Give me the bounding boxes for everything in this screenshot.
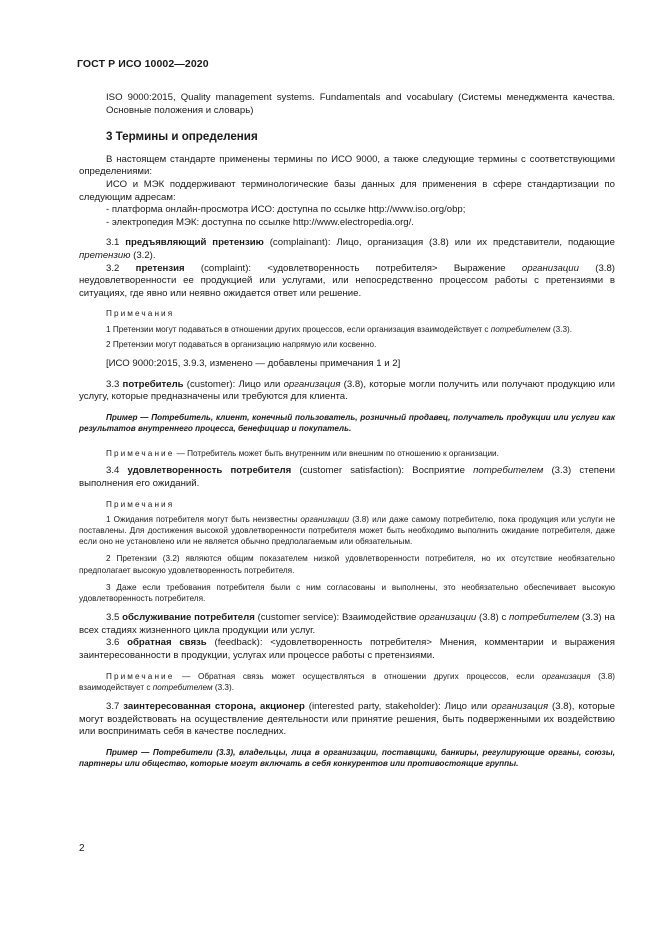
term-3-2: 3.2 претензия (complaint): <удовлетворенность потребителя> Выражение организации (3.8) неудовлетворенности ее продукцией или услугами, или непосредственно процессом работы с претензиями в ситуациях, где явно или неявно ожидается ответ или решение.: [79, 262, 615, 299]
iso-iec-databases: ИСО и МЭК поддерживают терминологические базы данных для применения в сфере стандартизации по следующим адресам:: [79, 178, 615, 203]
note-3-6: Примечание — Обратная связь может осуществляться в отношении других процессов, если организация (3.8) взаимодействует с потребителем (3.3).: [79, 671, 615, 692]
note-3-3: Примечание — Потребитель может быть внутренним или внешним по отношению к организации.: [106, 449, 499, 459]
note-3-4-3: 3 Даже если требования потребителя были с ним согласованы и выполнены, это необязательно обеспечивает высокую удовлетворенность потребителя.: [79, 582, 615, 603]
term-name: предъявляющий претензию: [125, 237, 264, 249]
term-number: 3.7: [106, 700, 120, 712]
term-3-3: 3.3 потребитель (customer): Лицо или организация (3.8), которые могли получить или получают продукцию или услугу, которые предназначены или требуются для клиента.: [79, 378, 615, 403]
bullet-iso-obp: - платформа онлайн-просмотра ИСО: доступна по ссылке http://www.iso.org/obp;: [106, 204, 466, 216]
term-name: обслуживание потребителя: [122, 612, 255, 624]
term-number: 3.3: [106, 378, 120, 390]
term-name: претензия: [135, 262, 185, 274]
term-name: заинтересованная сторона, акционер: [123, 700, 305, 712]
term-number: 3.6: [106, 637, 120, 649]
note-3-4-1: 1 Ожидания потребителя могут быть неизвестны организации (3.8) или даже самому потребителю, пока продукция или услуги не поставлены. Для достижения высокой удовлетворенности потребителя может быть необходимо выполнить ожидание потребителя, даже если оно не установлено или не является обычно предполагаемым или обязательным.: [79, 514, 615, 547]
example-3-3: Пример — Потребитель, клиент, конечный пользователь, розничный продавец, получатель продукции или услуги как результатов внутреннего процесса, бенефициар и покупатель.: [79, 412, 615, 433]
term-3-7: 3.7 заинтересованная сторона, акционер (interested party, stakeholder): Лицо или организация (3.8), которые могут воздействовать на осуществление деятельности или принятие решения, быть подверженными их воздействию или воспринимать себя в качестве последних.: [79, 700, 615, 738]
document-body: [79, 92, 615, 769]
reference-iso9000: ISO 9000:2015, Quality management systems. Fundamentals and vocabulary (Системы менеджмента качества. Основные положения и словарь): [106, 92, 615, 116]
term-name: удовлетворенность потребителя: [127, 465, 292, 477]
note-3-2-2: 2 Претензии могут подаваться в организацию напрямую или косвенно.: [106, 339, 377, 349]
notes-label-3-4: Примечания: [106, 499, 175, 509]
section-intro: В настоящем стандарте применены термины по ИСО 9000, а также следующие термины с соответствующими определениями:: [79, 153, 615, 178]
term-number: 3.2: [106, 262, 120, 274]
term-number: 3.1: [106, 237, 120, 249]
page-number: 2: [79, 843, 85, 854]
source-3-2: [ИСО 9000:2015, 3.9.3, изменено — добавлены примечания 1 и 2]: [106, 357, 401, 369]
term-3-1: 3.1 предъявляющий претензию (complainant): Лицо, организация (3.8) или их представители, подающие претензию (3.2).: [79, 237, 615, 261]
term-number: 3.5: [106, 612, 120, 624]
bullet-electropedia: - электропедия МЭК: доступна по ссылке http://www.electropedia.org/.: [106, 216, 414, 228]
section-heading: 3 Термины и определения: [106, 130, 258, 144]
term-name: потребитель: [122, 378, 184, 390]
note-3-4-2: 2 Претензии (3.2) являются общим показателем низкой удовлетворенности потребителя, но их отсутствие необязательно предполагает высокую удовлетворенность потребителя.: [79, 554, 615, 575]
term-number: 3.4: [106, 465, 120, 477]
example-3-7: Пример — Потребители (3.3), владельцы, лица в организации, поставщики, банкиры, регулирующие органы, союзы, партнеры или общество, которые могут включать в себя конкурентов или противостоящие группы.: [79, 747, 615, 768]
note-3-2-1: 1 Претензии могут подаваться в отношении других процессов, если организация взаимодействует с потребителем (3.3).: [106, 324, 572, 334]
term-3-4: 3.4 удовлетворенность потребителя (customer satisfaction): Восприятие потребителем (3.3) степени выполнения его ожиданий.: [79, 465, 615, 489]
term-3-6: 3.6 обратная связь (feedback): <удовлетворенность потребителя> Мнения, комментарии и выражения заинтересованности в продукции, услугах или процессе работы с претензиями.: [79, 637, 615, 661]
notes-label: Примечания: [106, 309, 175, 319]
document-header: ГОСТ Р ИСО 10002—2020: [77, 58, 209, 70]
term-name: обратная связь: [127, 637, 207, 649]
term-3-5: 3.5 обслуживание потребителя (customer service): Взаимодействие организации (3.8) с потребителем (3.3) на всех стадиях жизненного цикла продукции или услуг.: [79, 612, 615, 636]
